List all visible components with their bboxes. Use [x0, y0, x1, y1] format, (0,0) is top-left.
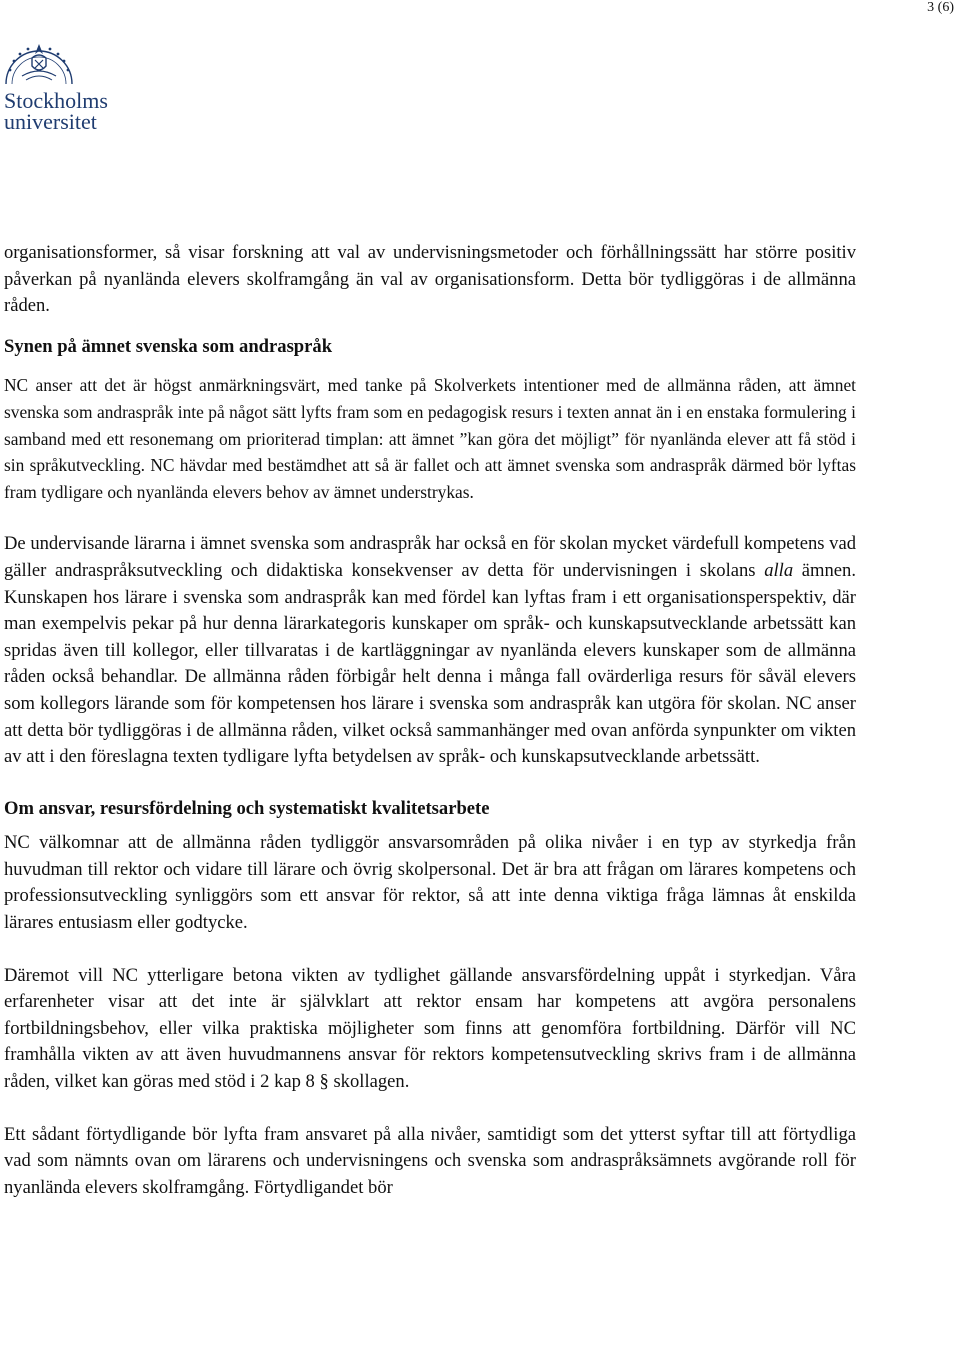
logo-wordmark: [4, 90, 108, 132]
paragraph-6: Ett sådant förtydligande bör lyfta fram ansvaret på alla nivåer, samtidigt som det ytterst syftar till att förtydliga vad som nämnts ovan om lärarens och undervisningens och svenska som andraspråksämnets avgörande roll för nyanlända elevers skolframgång. Förtydligandet bör: [4, 1123, 856, 1198]
paragraph-2-part-1: NC anser att det är högst anmärkningsvärt, med tanke på Skolverkets intentioner med de allmänna råden, att ämnet svenska som andraspråk inte på något sätt lyfts fram som en pedagogisk resurs i texten annat än i en enstaka formulering i samband med ett resonemang om prioriterad timplan: att ämnet ”kan göra det möjligt” för nyanlända elever att få stöd i sin språkutveckling.: [4, 375, 856, 476]
paragraph-2-part-2: NC hävdar med bestämdhet att så är fallet och att ämnet svenska som andraspråk därmed bör lyftas fram tydligare och nyanlända elevers behov av ämnet understrykas.: [4, 455, 856, 502]
paragraph-3-part-2: ämnen. Kunskapen hos lärare i svenska som andraspråk kan med fördel kan lyftas fram i ett organisationsperspektiv, där man exempelvis pekar på hur denna lärarkategoris kunskaper om språk- och kunskapsutvecklande arbetssätt kan spridas även till kollegor, eller tillvaratas i de kartläggningar av nyanlända elevers kunskaper som de allmänna råden också behandlar. De allmänna råden förbigår helt denna i många fall ovärderliga resurs för såväl elevers som kollegors lärande som för kompetensen hos lärare i svenska som andraspråk kan utgöra för skolan. NC anser att detta bör tydliggöras i de allmänna råden, vilket också sammanhänger med ovan anförda synpunkter om vikten av att i den föreslagna texten tydligare lyfta betydelsen av språk- och kunskapsutvecklande arbetssätt.: [4, 559, 856, 768]
stockholms-universitet-logo: [2, 30, 120, 134]
paragraph-1: organisationsformer, så visar forskning att val av undervisningsmetoder och förhållningssätt har större positiv påverkan på nyanlända elevers skolframgång än val av organisationsform. Detta bör tydliggöras i de allmänna råden.: [4, 242, 856, 317]
university-seal-icon: [2, 30, 76, 90]
paragraph-3-part-1: De undervisande lärarna i ämnet svenska som andraspråk har också en för skolan mycket värdefull kompetens vad gäller andraspråksutveckling och didaktiska konsekvenser av detta för undervisningen i skolans: [4, 533, 856, 581]
document-body: [4, 240, 856, 1201]
heading-svenska-som-andrasprak: Synen på ämnet svenska som andraspråk: [4, 335, 333, 357]
logo-line-universitet: universitet: [4, 109, 97, 134]
heading-ansvar-resursfordelning: Om ansvar, resursfördelning och systematiskt kvalitetsarbete: [4, 797, 490, 819]
paragraph-3: [4, 531, 856, 770]
page-number: 3 (6): [927, 0, 954, 15]
logo-line-stockholms: Stockholms: [4, 88, 108, 113]
paragraph-3-italic: alla: [764, 559, 794, 581]
paragraph-5: Däremot vill NC ytterligare betona vikten av tydlighet gällande ansvarsfördelning uppåt i styrkedjan. Våra erfarenheter visar att det inte är självklart att rektor ensam har kompetens att avgöra personalens fortbildningsbehov, eller vilka praktiska möjligheter som finns att genomföra fortbildning. Därför vill NC framhålla vikten av att även huvudmannens ansvar för rektors kompetensutveckling skrivs fram i de allmänna råden, vilket kan göras med stöd i 2 kap 8 § skollagen.: [4, 964, 856, 1093]
paragraph-4: NC välkomnar att de allmänna råden tydliggör ansvarsområden på olika nivåer i en typ av styrkedja från huvudman till rektor och vidare till lärare och övrig skolpersonal. Det är bra att frågan om lärares kompetens och professionsutveckling synliggörs som ett ansvar för rektor, så att inte denna viktiga fråga lämnas åt enskilda lärares entusiasm eller godtycke.: [4, 832, 856, 934]
paragraph-2: [4, 372, 856, 505]
